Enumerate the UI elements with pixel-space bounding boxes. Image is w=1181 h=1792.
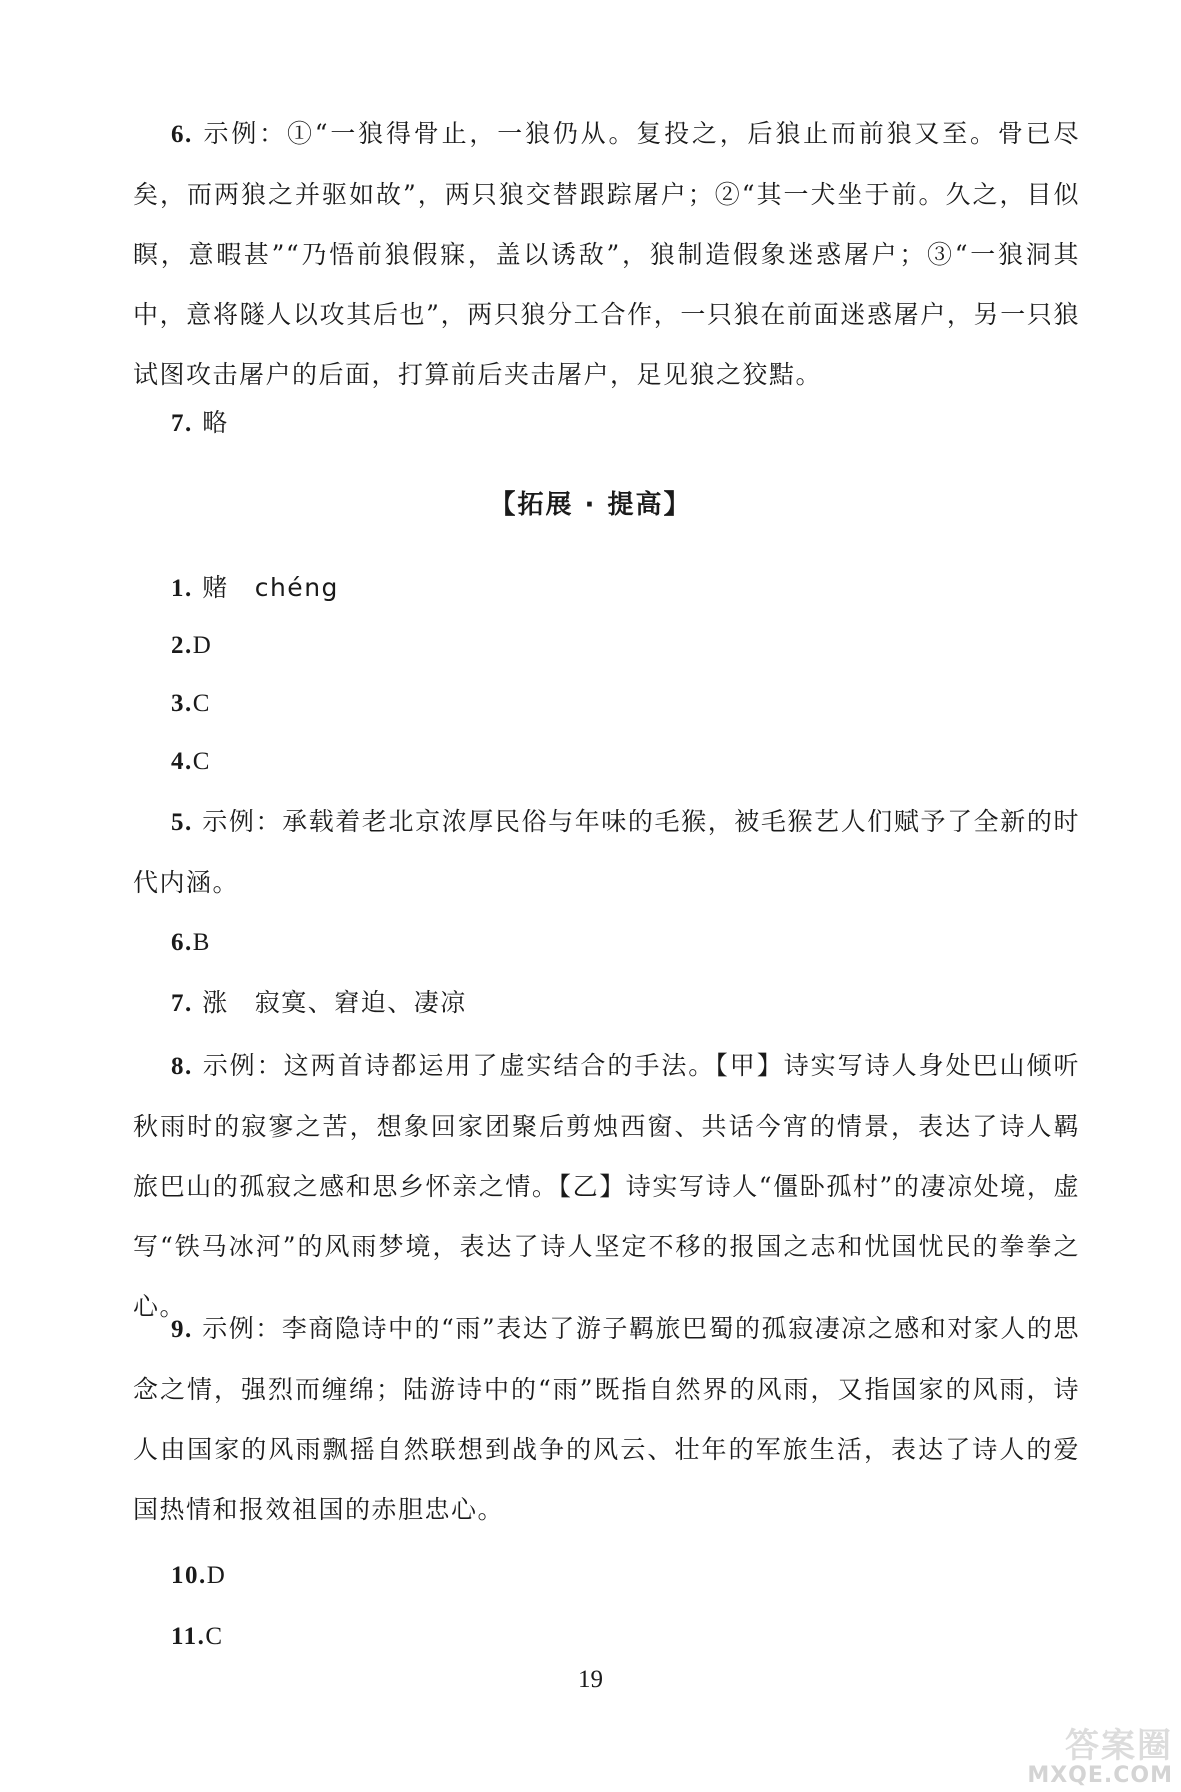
section-heading: 【拓展 · 提高】 — [489, 490, 692, 520]
extension-item-11 — [171, 1616, 224, 1657]
item-text: B — [192, 929, 211, 956]
item-text: 承载着老北京浓厚民俗与年味的毛猴，被毛猴艺人们赋予了全新的时代内涵。 — [133, 807, 1080, 897]
extension-item-3 — [171, 683, 211, 724]
extension-item-7 — [171, 983, 467, 1024]
item-text: D — [192, 632, 213, 659]
item-number: 8. — [171, 1053, 193, 1080]
site-watermark — [1023, 1718, 1173, 1788]
item-text: 李商隐诗中的“雨”表达了游子羁旅巴蜀的孤寂凄凉之感和对家人的思念之情，强烈而缠绵；陆游诗中的“雨”既指自然界的风雨，又指国家的风雨，诗人由国家的风雨飘摇自然联想到战争的风云、壮年的军旅生活，表达了诗人的爱国热情和报效祖国的赤胆忠心。 — [133, 1314, 1080, 1524]
item-number: 7. — [171, 410, 193, 437]
item-number: 3. — [171, 690, 193, 717]
item-text: D — [206, 1562, 227, 1589]
item-text: C — [192, 690, 211, 717]
item-pinyin: chéng — [254, 573, 339, 602]
page-number: 19 — [578, 1666, 603, 1693]
item-text: C — [205, 1623, 224, 1650]
answer-item-6 — [133, 104, 1080, 405]
item-number: 1. — [171, 575, 193, 602]
item-text: 赌 — [202, 573, 229, 602]
item-number: 4. — [171, 748, 193, 775]
item-text: ①“一狼得骨止，一狼仍从。复投之，后狼止而前狼又至。骨已尽矣，而两狼之并驱如故”，两只狼交替跟踪屠户；②“其一犬坐于前。久之，目似瞑，意暇甚”“乃悟前狼假寐，盖以诱敌”，狼制造假象迷惑屠户；③“一狼洞其中，意将隧人以攻其后也”，两只狼分工合作，一只狼在前面迷惑屠户，另一只狼试图攻击屠户的后面，打算前后夹击屠户，足见狼之狡黠。 — [133, 119, 1080, 389]
item-label: 示例： — [203, 119, 287, 148]
item-label: 示例： — [202, 1051, 284, 1080]
extension-item-6 — [171, 922, 211, 963]
item-text: 这两首诗都运用了虚实结合的手法。【甲】诗实写诗人身处巴山倾听秋雨时的寂寥之苦，想象回家团聚后剪烛西窗、共话今宵的情景，表达了诗人羁旅巴山的孤寂之感和思乡怀亲之情。【乙】诗实写诗人“僵卧孤村”的凄凉处境，虚写“铁马冰河”的风雨梦境，表达了诗人坚定不移的报国之志和忧国忧民的拳拳之心。 — [133, 1051, 1080, 1321]
extension-item-8 — [133, 1036, 1080, 1337]
item-label: 示例： — [202, 1314, 282, 1343]
extension-item-10 — [171, 1555, 226, 1596]
item-text: C — [192, 748, 211, 775]
answer-item-7 — [171, 403, 229, 444]
extension-item-4 — [171, 741, 211, 782]
item-number: 7. — [171, 990, 193, 1017]
item-text-2: 寂寞、窘迫、凄凉 — [254, 988, 467, 1017]
extension-item-1 — [171, 568, 339, 609]
item-number: 2. — [171, 632, 193, 659]
item-number: 10. — [171, 1562, 207, 1589]
extension-item-5 — [133, 792, 1080, 913]
item-text: 涨 — [202, 988, 229, 1017]
item-text: 略 — [202, 408, 229, 437]
item-number: 6. — [171, 121, 193, 148]
item-number: 11. — [171, 1623, 206, 1650]
item-number: 6. — [171, 929, 193, 956]
extension-item-2 — [171, 625, 212, 666]
item-number: 9. — [171, 1316, 193, 1343]
extension-item-9 — [133, 1299, 1080, 1540]
watermark-url: MXQE.COM — [1027, 1763, 1173, 1788]
item-label: 示例： — [202, 807, 283, 836]
watermark-logo-text: 答案圈 — [1065, 1726, 1173, 1766]
item-number: 5. — [171, 809, 193, 836]
